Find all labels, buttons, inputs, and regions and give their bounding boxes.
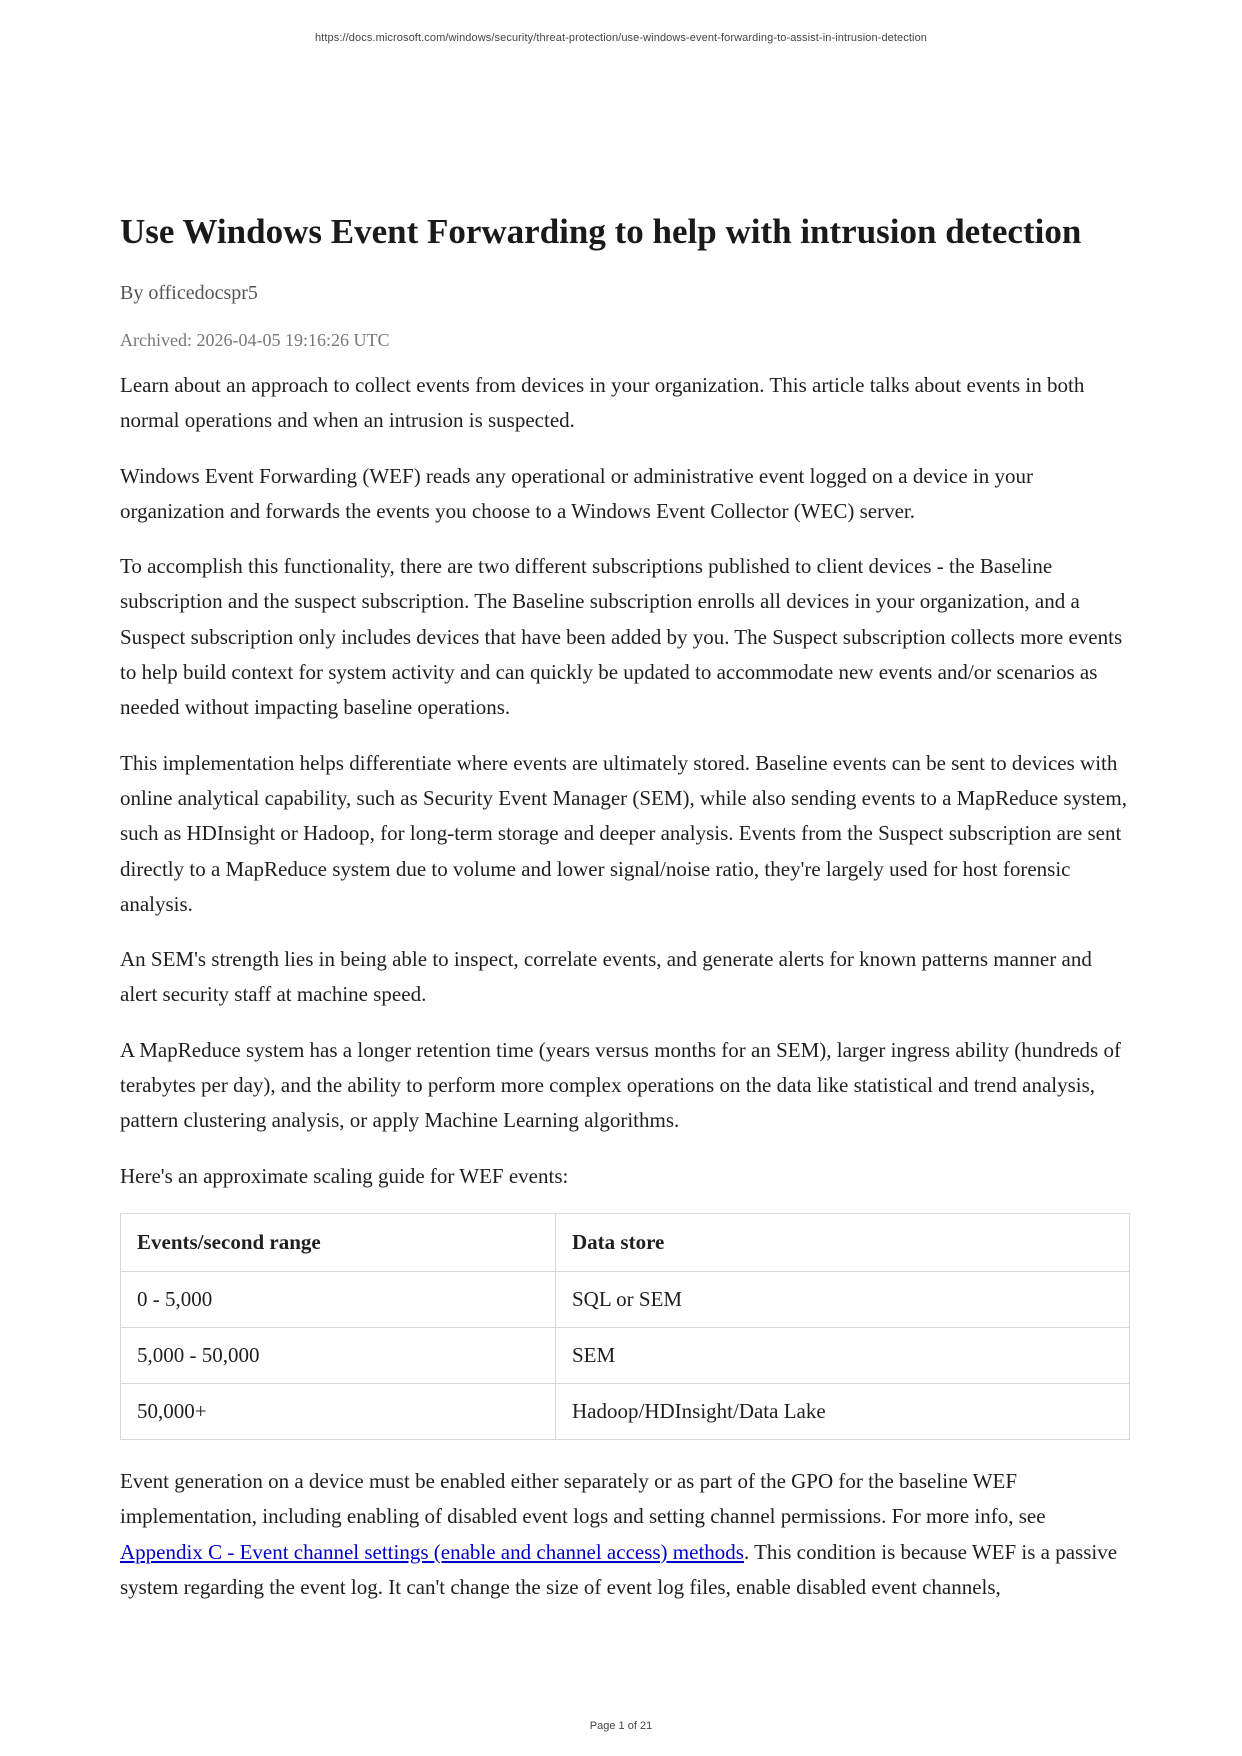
- archived-timestamp: Archived: 2026-04-05 19:16:26 UTC: [120, 330, 390, 350]
- table-cell-range: 5,000 - 50,000: [121, 1327, 556, 1383]
- implementation-paragraph: This implementation helps differentiate where events are ultimately stored. Baseline events can be sent to devices with online analytical capability, such as Security Event Manager (SEM), while also sending events to a MapReduce system, such as HDInsight or Hadoop, for long-term storage and deeper analysis. Events from the Suspect subscription are sent directly to a MapReduce system due to volume and lower signal/noise ratio, they're largely used for host forensic analysis.: [120, 750, 1127, 916]
- article-content: [120, 210, 1130, 1605]
- page-number-footer: Page 1 of 21: [589, 1720, 653, 1732]
- table-cell-store: SQL or SEM: [556, 1271, 1130, 1327]
- table-header-row: [121, 1213, 1130, 1271]
- table-row: [121, 1327, 1130, 1383]
- scaling-guide-table: [120, 1213, 1130, 1440]
- author-byline: By officedocspr5: [120, 282, 258, 304]
- table-header-data-store: Data store: [556, 1213, 1130, 1271]
- table-cell-store: SEM: [556, 1327, 1130, 1383]
- table-row: [121, 1383, 1130, 1439]
- intro-paragraph: Learn about an approach to collect events from devices in your organization. This article talks about events in both normal operations and when an intrusion is suspected.: [120, 373, 1085, 433]
- scaling-guide-intro: Here's an approximate scaling guide for WEF events:: [120, 1163, 569, 1188]
- event-generation-text-after-link: . This condition is because WEF is a passive system regarding the event log. It can't change the size of event log files, enable disabled event channels,: [120, 1539, 1118, 1599]
- table-header-events-range: Events/second range: [121, 1213, 556, 1271]
- table-row: [121, 1271, 1130, 1327]
- table-cell-range: 0 - 5,000: [121, 1271, 556, 1327]
- event-generation-paragraph: [120, 1464, 1130, 1605]
- table-cell-store: Hadoop/HDInsight/Data Lake: [556, 1383, 1130, 1439]
- mapreduce-paragraph: A MapReduce system has a longer retention time (years versus months for an SEM), larger ingress ability (hundreds of terabytes per day), and the ability to perform more complex operations on the data like statistical and trend analysis, pattern clustering analysis, or apply Machine Learning algorithms.: [120, 1037, 1121, 1133]
- subscriptions-paragraph: To accomplish this functionality, there are two different subscriptions published to client devices - the Baseline subscription and the suspect subscription. The Baseline subscription enrolls all devices in your organization, and a Suspect subscription only includes devices that have been added by you. The Suspect subscription collects more events to help build context for system activity and can quickly be updated to accommodate new events and/or scenarios as needed without impacting baseline operations.: [120, 554, 1123, 720]
- sem-strength-paragraph: An SEM's strength lies in being able to inspect, correlate events, and generate alerts for known patterns manner and alert security staff at machine speed.: [120, 947, 1092, 1007]
- page-url-header: https://docs.microsoft.com/windows/security/threat-protection/use-windows-event-forwarding-to-assist-in-intrusion-detection: [314, 32, 928, 44]
- wef-description-paragraph: Windows Event Forwarding (WEF) reads any operational or administrative event logged on a device in your organization and forwards the events you choose to a Windows Event Collector (WEC) server.: [120, 463, 1033, 523]
- table-cell-range: 50,000+: [121, 1383, 556, 1439]
- event-generation-text-before-link: Event generation on a device must be enabled either separately or as part of the GPO for the baseline WEF implementation, including enabling of disabled event logs and setting channel permissions. For more info, see: [120, 1468, 1046, 1529]
- appendix-c-link[interactable]: Appendix C - Event channel settings (enable and channel access) methods: [120, 1539, 744, 1564]
- page-title: Use Windows Event Forwarding to help with intrusion detection: [120, 212, 1082, 251]
